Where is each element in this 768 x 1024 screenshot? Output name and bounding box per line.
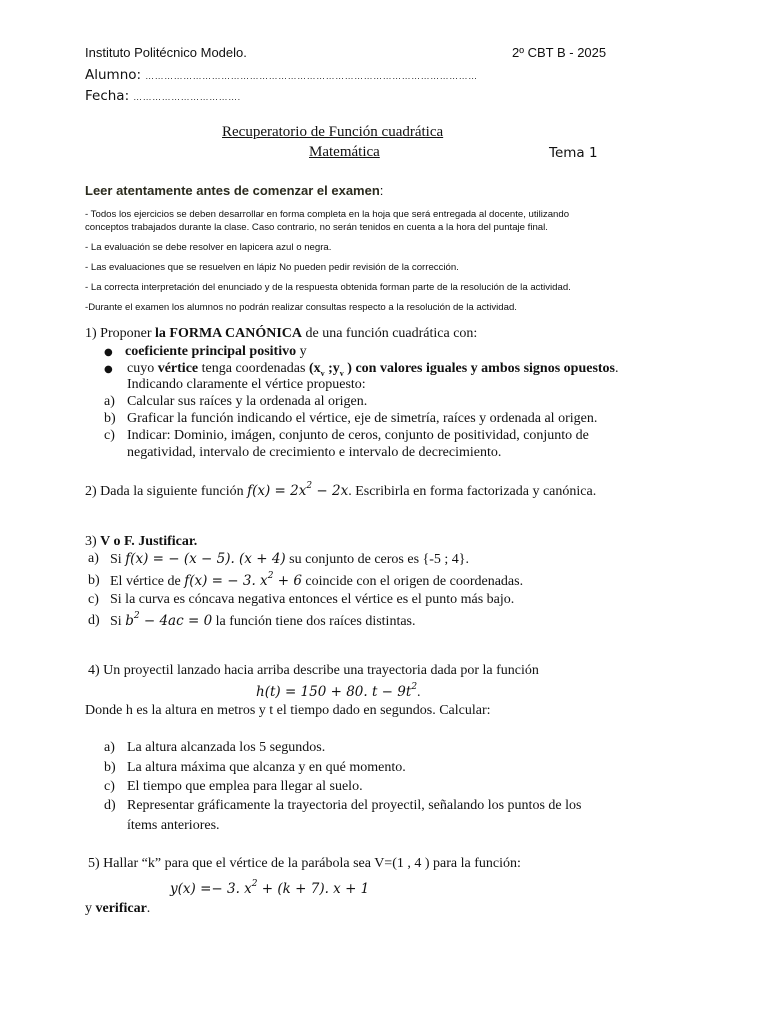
instruction-line-5: - La correcta interpretación del enunciado y de la respuesta obtenida forman parte de la resolución de la actividad.: [85, 282, 571, 293]
q1-indicate: Indicando claramente el vértice propuesto:: [127, 377, 366, 392]
date-field: [85, 87, 241, 105]
q3-item-b: b) El vértice de f(x) = − 3. $x^2 + 6$ coincide con el origen de coordenadas.: [88, 571, 524, 589]
q1-bullet-1: ● coeficiente principal positivo y: [104, 344, 307, 359]
q4-item-d-cont: ítems anteriores.: [127, 818, 220, 833]
date-dots: …………………………….: [133, 92, 241, 102]
date-label: Fecha:: [85, 88, 130, 104]
q4-item-a: a) La altura alcanzada los 5 segundos.: [104, 740, 326, 755]
instructions-heading: Leer atentamente antes de comenzar el examen:: [85, 183, 384, 198]
student-dots: ……………………………………………………………………………………………: [145, 71, 478, 81]
q1-intro: 1) Proponer la FORMA CANÓNICA de una función cuadrática con:: [85, 326, 478, 341]
q1-item-c: c) Indicar: Dominio, imágen, conjunto de ceros, conjunto de positividad, conjunto de: [104, 428, 589, 443]
q4-intro: 4) Un proyectil lanzado hacia arriba describe una trayectoria dada por la función: [88, 663, 539, 678]
q1-item-a: a) Calcular sus raíces y la ordenada al origen.: [104, 394, 368, 409]
instruction-line-2: conceptos trabajados durante la clase. Caso contrario, no serán tenidos en cuenta a la hora del puntaje final.: [85, 222, 548, 233]
exam-title: Recuperatorio de Función cuadrática: [222, 124, 444, 140]
q1-item-c-cont: negatividad, intervalo de crecimiento e intervalo de decrecimiento.: [127, 445, 502, 460]
q3-item-a: a) Si f(x) = − (x − 5). (x + 4) su conjunto de ceros es {-5 ; 4}.: [88, 551, 470, 567]
exam-subject: Matemática: [309, 144, 380, 160]
student-label: Alumno:: [85, 67, 142, 83]
q5-formula: y(x) =− 3. $x^2 + (k + 7)$. x + 1: [170, 879, 370, 897]
institute-name: Instituto Politécnico Modelo.: [85, 45, 247, 60]
tema-label: Tema 1: [549, 145, 598, 161]
q5-verify: y verificar.: [85, 901, 151, 916]
q4-item-d: d) Representar gráficamente la trayectoria del proyectil, señalando los puntos de los: [104, 798, 582, 813]
q3-item-c: c) Si la curva es cóncava negativa entonces el vértice es el punto más bajo.: [88, 592, 515, 607]
q3-heading: 3) V o F. Justificar.: [85, 534, 198, 549]
q4-item-b: b) La altura máxima que alcanza y en qué momento.: [104, 760, 406, 775]
course-label: 2º CBT B - 2025: [512, 45, 607, 60]
bullet-icon: ●: [104, 347, 113, 358]
student-field: [85, 66, 478, 84]
q5-intro: 5) Hallar “k” para que el vértice de la parábola sea V=(1 , 4 ) para la función:: [88, 856, 521, 871]
q3-item-d: d) Si $b^2 - 4ac = 0$ la función tiene dos raíces distintas.: [88, 611, 416, 629]
q1-bullet-2: ● cuyo vértice tenga coordenadas ($x_v$ $;y_v$ ) con valores iguales y ambos signos opuestos.: [104, 361, 619, 378]
q4-formula: h(t) = 150 + 80. $t - 9t^2$.: [256, 682, 421, 700]
instruction-line-6: -Durante el examen los alumnos no podrán realizar consultas respecto a la resolución de la actividad.: [85, 302, 517, 313]
instruction-line-1: - Todos los ejercicios se deben desarrollar en forma completa en la hoja que será entregada al docente, utilizando: [85, 209, 570, 220]
q4-item-c: c) El tiempo que emplea para llegar al suelo.: [104, 779, 363, 794]
instruction-line-3: - La evaluación se debe resolver en lapicera azul o negra.: [85, 242, 332, 253]
instruction-line-4: - Las evaluaciones que se resuelven en lápiz No pueden pedir revisión de la corrección.: [85, 262, 459, 273]
bullet-icon: ●: [104, 364, 113, 375]
q4-where: Donde h es la altura en metros y t el tiempo dado en segundos. Calcular:: [85, 703, 491, 718]
q2-text: 2) Dada la siguiente función $f(x) = 2x^2 - 2x$. Escribirla en forma factorizada y canónica.: [85, 481, 597, 499]
q1-item-b: b) Graficar la función indicando el vértice, eje de simetría, raíces y ordenada al origen.: [104, 411, 598, 426]
